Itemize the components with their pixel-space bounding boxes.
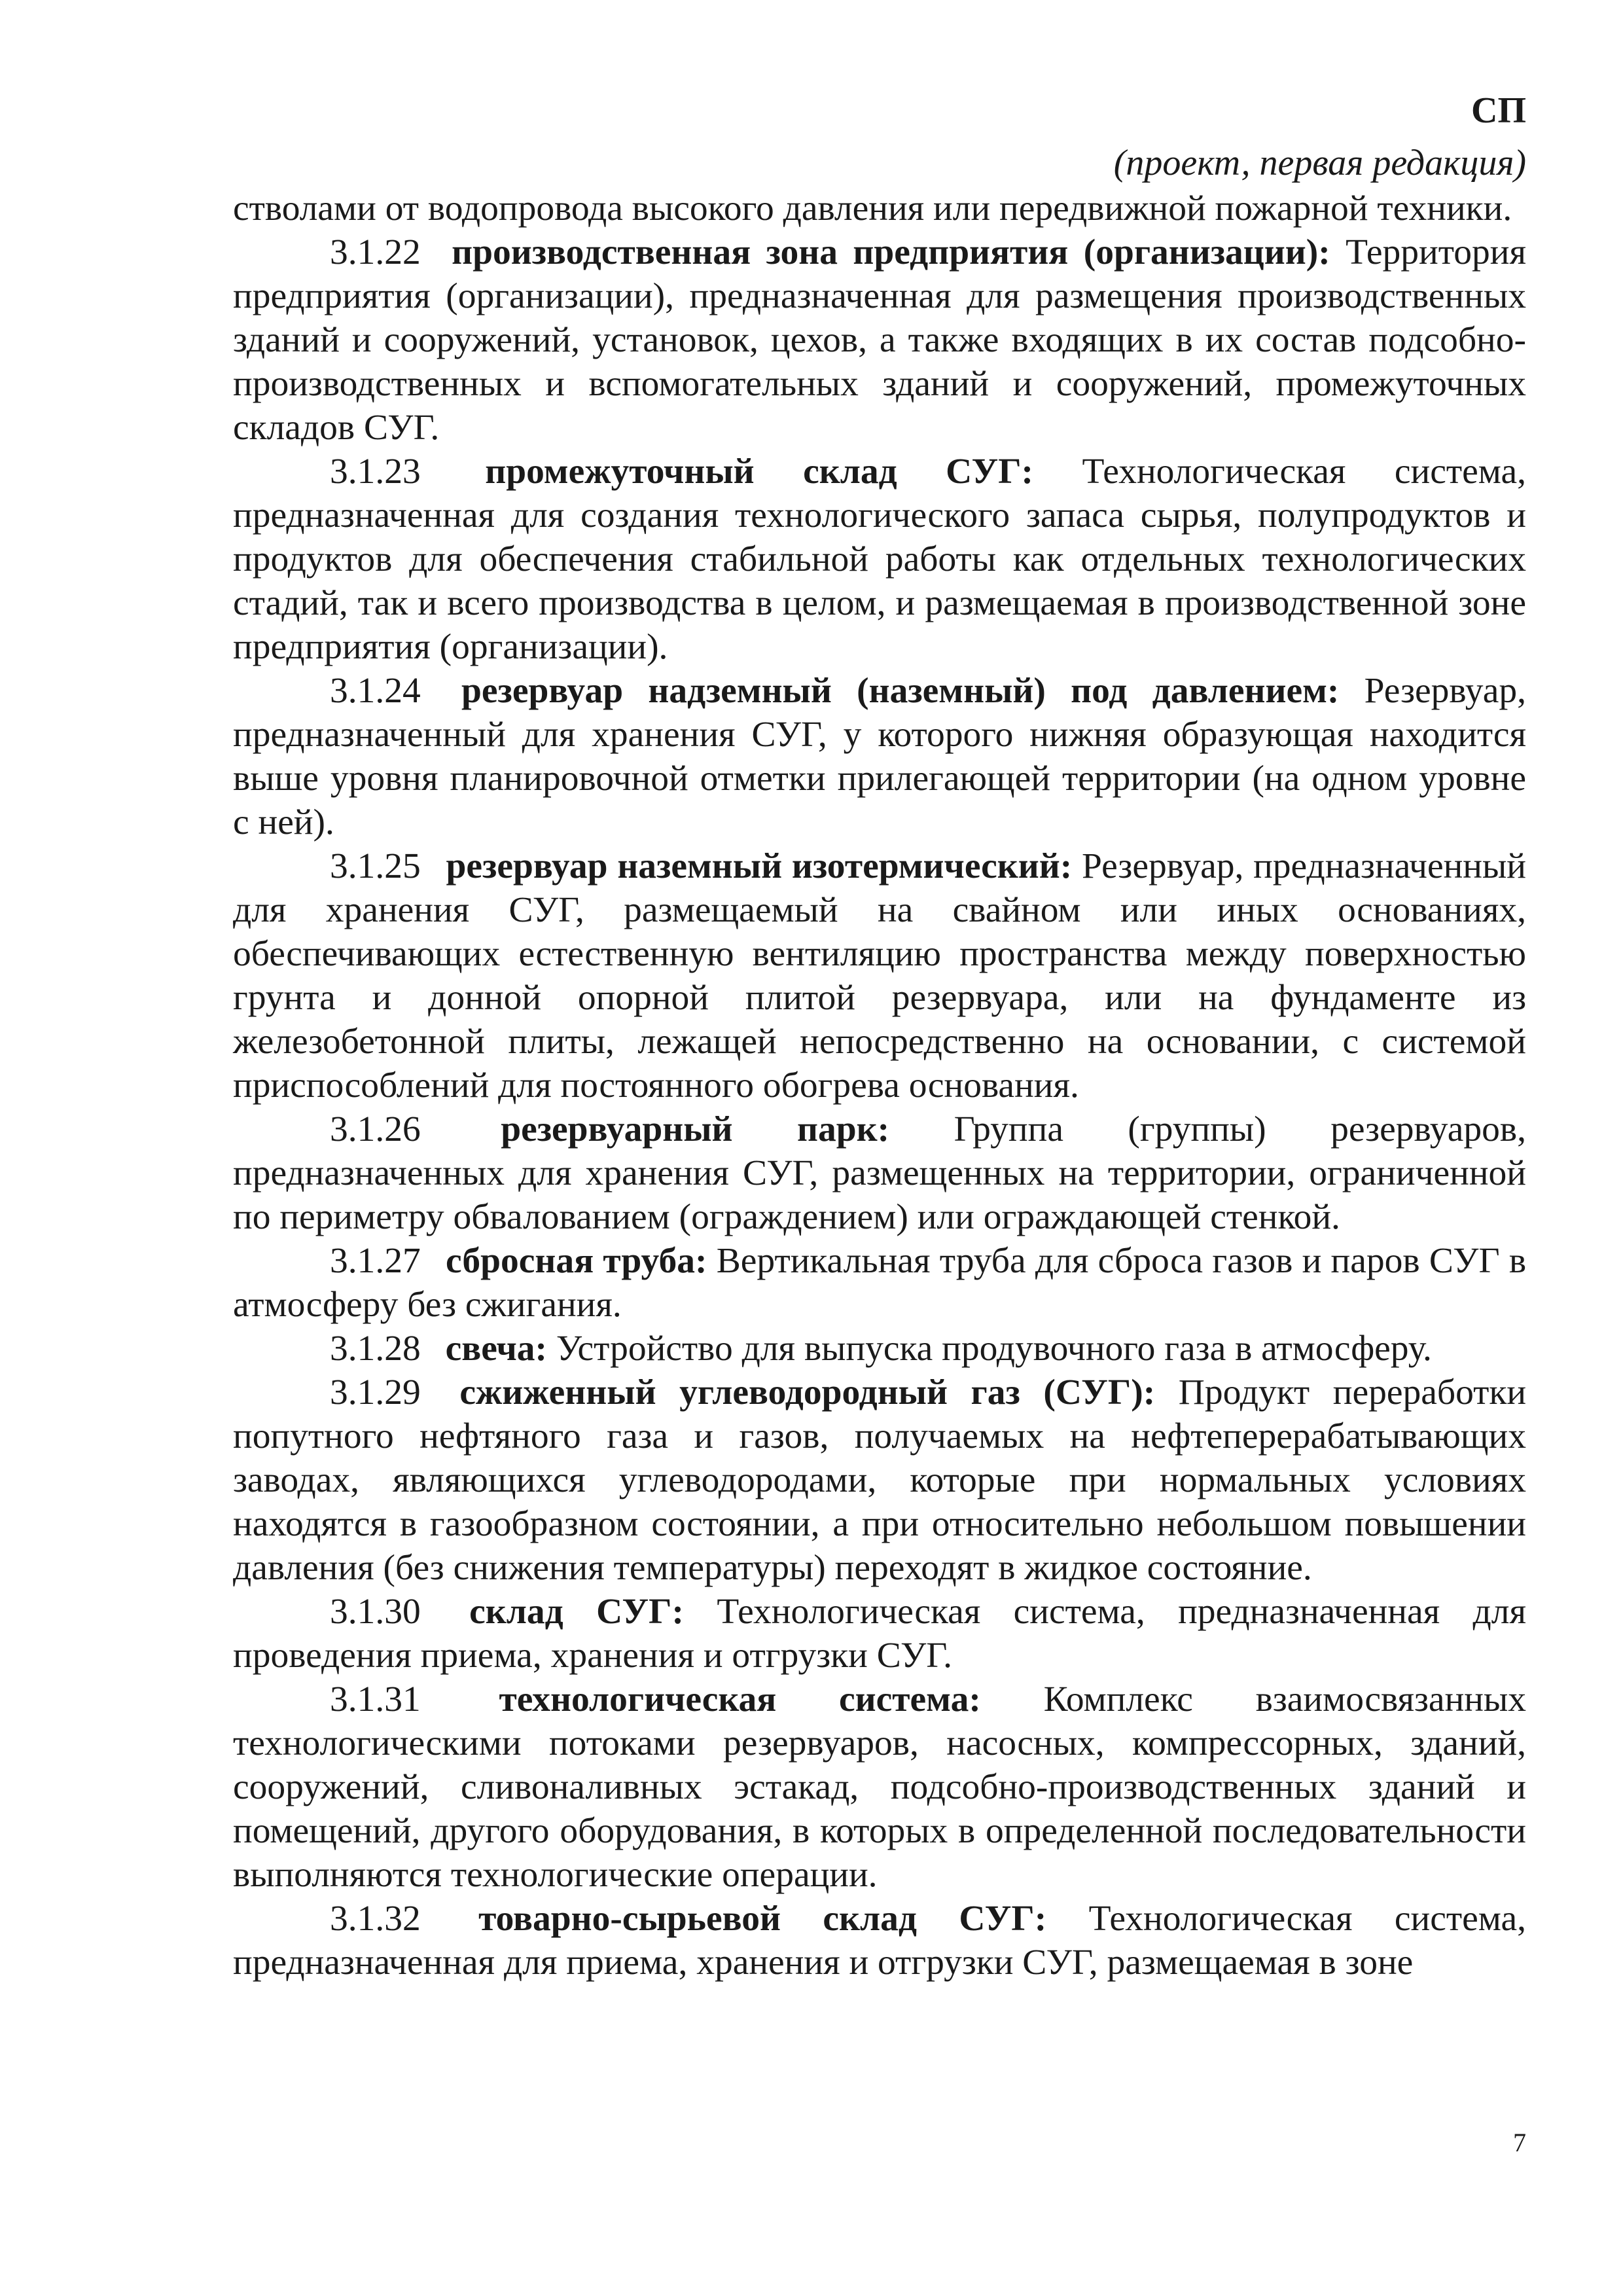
definition-3-1-26 xyxy=(233,1107,1526,1239)
item-number: 3.1.22 xyxy=(330,232,421,272)
document-body xyxy=(233,187,1526,1984)
definition-3-1-32 xyxy=(233,1897,1526,1984)
definition-3-1-29 xyxy=(233,1371,1526,1590)
item-number: 3.1.29 xyxy=(330,1372,421,1412)
definition-3-1-24 xyxy=(233,669,1526,844)
definition-text: Технологическая система, предназначенная для создания технологического запаса сырья, полупродуктов и продуктов для обеспечения стабильной работы как отдельных технологических стадий, так и всего производства в целом, и размещаемая в производственной зоне предприятия (организации). xyxy=(233,452,1527,667)
document-edition-note: (проект, первая редакция) xyxy=(1113,143,1526,183)
term: резервуар наземный изотермический: xyxy=(446,846,1073,886)
definition-text: Комплекс взаимосвязанных технологическими потоками резервуаров, насосных, компрессорных, зданий, сооружений, сливоналивных эстакад, подсобно-производственных зданий и помещений, другого оборудования, в которых в определенной последовательности выполняются технологические операции. xyxy=(233,1679,1527,1895)
definition-3-1-23 xyxy=(233,450,1526,669)
definition-3-1-25 xyxy=(233,844,1526,1107)
term: склад СУГ: xyxy=(469,1592,684,1632)
definition-text: Резервуар, предназначенный для хранения СУГ, размещаемый на свайном или иных основаниях, обеспечивающих естественную вентиляцию пространства между поверхностью грунта и донной опорной плитой резервуара, или на фундаменте из железобетонной плиты, лежащей непосредственно на основании, с системой приспособлений для постоянного обогрева основания. xyxy=(233,846,1527,1105)
page-number: 7 xyxy=(1513,2128,1526,2157)
term: резервуарный парк: xyxy=(501,1109,890,1149)
item-number: 3.1.26 xyxy=(330,1109,421,1149)
definition-text: Территория предприятия (организации), предназначенная для размещения производственных зданий и сооружений, установок, цехов, а также входящих в их состав подсобно-производственных и вспомогательных зданий и сооружений, промежуточных складов СУГ. xyxy=(233,232,1526,448)
document-code: СП xyxy=(1471,90,1526,131)
definition-text: Устройство для выпуска продувочного газа в атмосферу. xyxy=(556,1329,1432,1369)
item-number: 3.1.32 xyxy=(330,1899,421,1939)
definition-3-1-31 xyxy=(233,1677,1526,1897)
continuation-paragraph: стволами от водопровода высокого давления или передвижной пожарной техники. xyxy=(233,188,1512,228)
definition-text: Резервуар, предназначенный для хранения СУГ, у которого нижняя образующая находится выше уровня планировочной отметки прилегающей территории (на одном уровне с ней). xyxy=(233,671,1527,842)
definition-3-1-28 xyxy=(233,1327,1526,1371)
term: сбросная труба: xyxy=(446,1241,707,1281)
item-number: 3.1.25 xyxy=(330,846,421,886)
definition-3-1-27 xyxy=(233,1239,1526,1327)
item-number: 3.1.23 xyxy=(330,452,421,492)
term: резервуар надземный (наземный) под давлением: xyxy=(461,671,1340,711)
term: свеча: xyxy=(445,1329,548,1369)
definition-text: Вертикальная труба для сброса газов и паров СУГ в атмосферу без сжигания. xyxy=(233,1241,1527,1325)
term: товарно-сырьевой склад СУГ: xyxy=(478,1899,1047,1939)
definition-text: Группа (группы) резервуаров, предназначенных для хранения СУГ, размещенных на территории, ограниченной по периметру обвалованием (ограждением) или ограждающей стенкой. xyxy=(233,1109,1527,1237)
definition-3-1-30 xyxy=(233,1590,1526,1677)
definition-text: Технологическая система, предназначенная для проведения приема, хранения и отгрузки СУГ. xyxy=(233,1592,1527,1676)
item-number: 3.1.30 xyxy=(330,1592,421,1632)
definition-text: Продукт переработки попутного нефтяного газа и газов, получаемых на нефтеперерабатывающих заводах, являющихся углеводородами, которые при нормальных условиях находятся в газообразном состоянии, а при относительно небольшом повышении давления (без снижения температуры) переходят в жидкое состояние. xyxy=(233,1372,1527,1588)
definition-3-1-22 xyxy=(233,230,1526,450)
item-number: 3.1.27 xyxy=(330,1241,421,1281)
item-number: 3.1.31 xyxy=(330,1679,421,1719)
term: технологическая система: xyxy=(499,1679,981,1719)
term: сжиженный углеводородный газ (СУГ): xyxy=(459,1372,1156,1412)
definition-text: Технологическая система, предназначенная для приема, хранения и отгрузки СУГ, размещаемая в зоне xyxy=(233,1899,1527,1982)
item-number: 3.1.28 xyxy=(330,1329,421,1369)
item-number: 3.1.24 xyxy=(330,671,421,711)
term: промежуточный склад СУГ: xyxy=(485,452,1034,492)
term: производственная зона предприятия (организации): xyxy=(452,232,1330,272)
